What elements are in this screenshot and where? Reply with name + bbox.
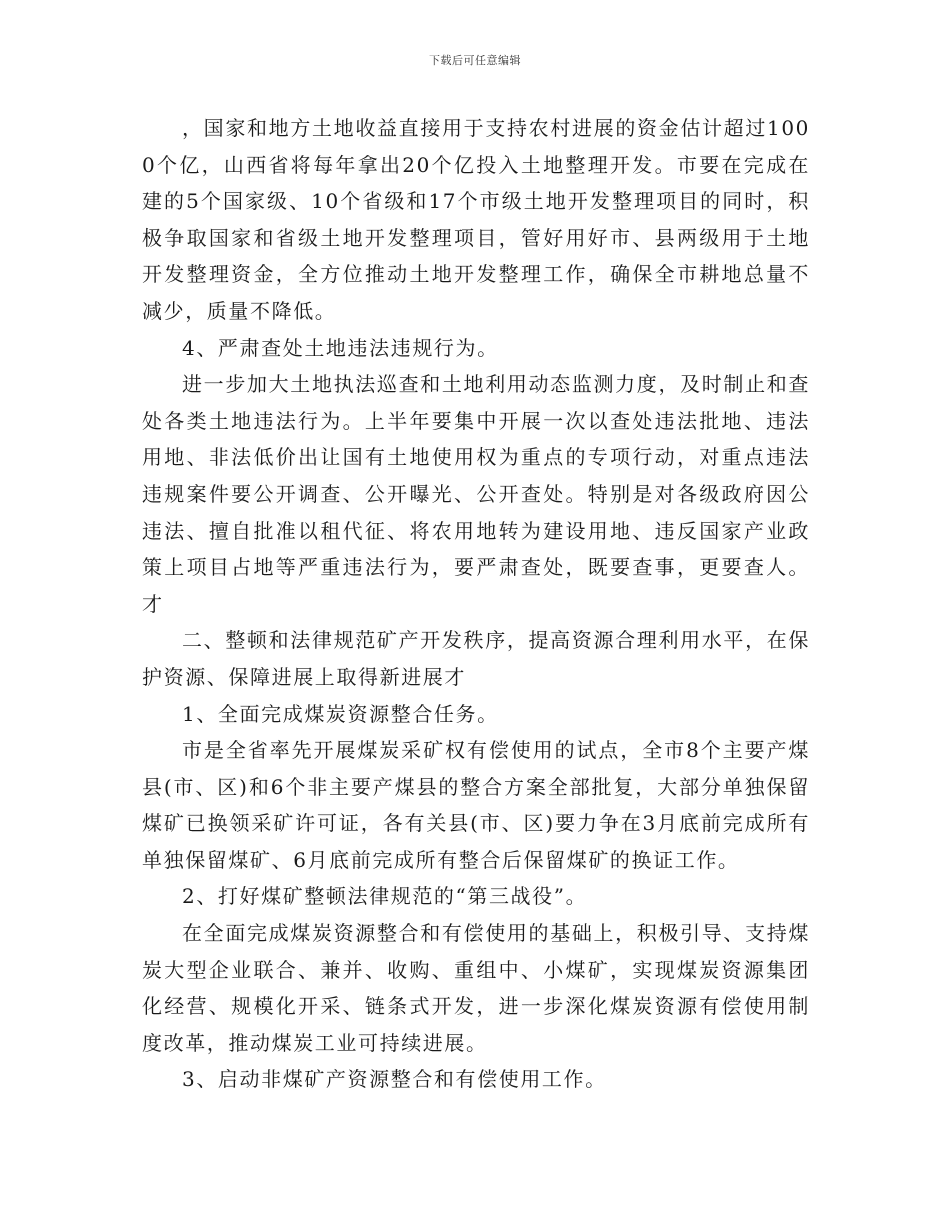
page-header: 下载后可任意编辑 [429,54,521,67]
paragraph-land-enforcement: 进一步加大土地执法巡查和土地利用动态监测力度，及时制止和查处各类土地违法行为。上半年要集中开展一次以查处违法批地、违法用地、非法低价出让国有土地使用权为重点的专项行动，对重点违法违规案件要公开调查、公开曝光、公开查处。特别是对各级政府因公违法、擅自批准以租代征、将农用地转为建设用地、违反国家产业政策上项目占地等严重违法行为，要严肃查处，既要查事，更要查人。才 [142,372,810,616]
paragraph-coal-integration: 市是全省率先开展煤炭采矿权有偿使用的试点，全市8个主要产煤县(市、区)和6个非主要产煤县的整合方案全部批复，大部分单独保留煤矿已换领采矿许可证，各有关县(市、区)要力争在3月底前完成所有单独保留煤矿、6月底前完成所有整合后保留煤矿的换证工作。 [142,738,810,872]
document-body [142,110,810,1098]
heading-coal-integration: 1、全面完成煤炭资源整合任务。 [182,701,499,726]
paragraph-coal-reform: 在全面完成煤炭资源整合和有偿使用的基础上，积极引导、支持煤炭大型企业联合、兼并、收购、重组中、小煤矿，实现煤炭资源集团化经营、规模化开采、链条式开发，进一步深化煤炭资源有偿使用制度改革，推动煤炭工业可持续进展。 [142,921,810,1055]
paragraph-land-funds: ，国家和地方土地收益直接用于支持农村进展的资金估计超过1000个亿，山西省将每年拿出20个亿投入土地整理开发。市要在完成在建的5个国家级、10个省级和17个市级土地开发整理项目的同时，积极争取国家和省级土地开发整理项目，管好用好市、县两级用于土地开发整理资金，全方位推动土地开发整理工作，确保全市耕地总量不减少，质量不降低。 [142,116,810,323]
heading-non-coal: 3、启动非煤矿产资源整合和有偿使用工作。 [182,1067,607,1092]
heading-land-violations: 4、严肃查处土地违法违规行为。 [182,335,499,360]
heading-mineral-order: 二、整顿和法律规范矿产开发秩序，提高资源合理利用水平，在保护资源、保障进展上取得新进展才 [142,628,810,689]
heading-third-campaign: 2、打好煤矿整顿法律规范的“第三战役”。 [182,884,588,909]
